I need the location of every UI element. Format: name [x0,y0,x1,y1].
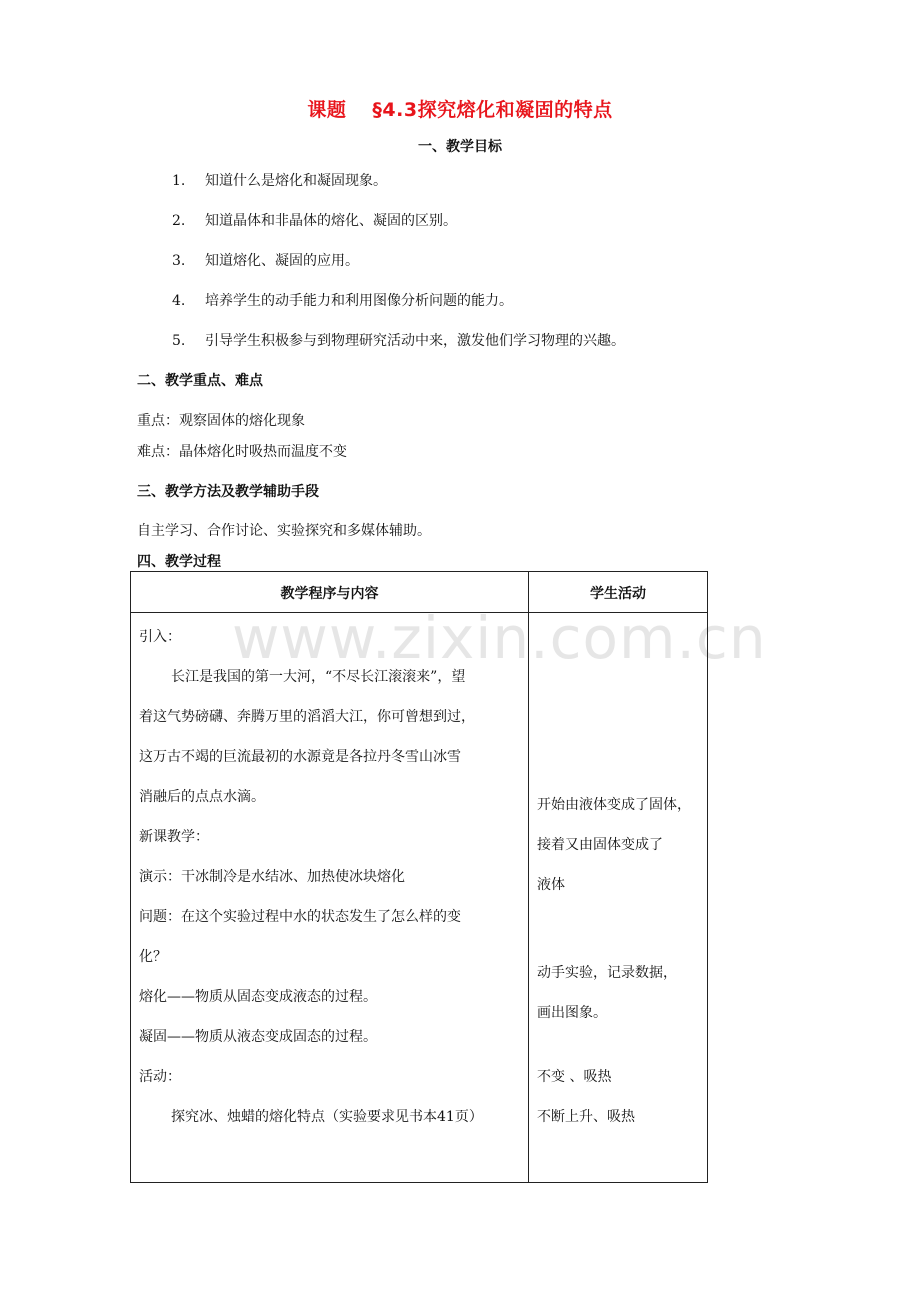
title-prefix: 课题 [307,99,347,121]
left-line-explore: 探究冰、烛蜡的熔化特点（实验要求见书本41页） [171,1109,483,1125]
objective-1 [172,170,387,190]
objective-3-text: 知道熔化、凝固的应用。 [205,253,359,269]
difficult-point: 难点：晶体熔化时吸热而温度不变 [137,444,347,460]
left-line-new-lesson: 新课教学： [139,829,209,845]
right-line-3: 液体 [537,877,565,893]
key-point: 重点：观察固体的熔化现象 [137,413,305,429]
objective-3-num: 3. [172,253,186,269]
right-line-7: 不断上升、吸热 [537,1109,635,1125]
section4-heading: 四、教学过程 [137,554,221,570]
page-title [0,95,920,122]
objective-5-text: 引导学生积极参与到物理研究活动中来，激发他们学习物理的兴趣。 [205,333,625,349]
objective-2-text: 知道晶体和非晶体的熔化、凝固的区别。 [205,213,457,229]
objective-4 [172,290,513,310]
right-line-4: 动手实验，记录数据， [537,965,677,981]
left-line-2: 长江是我国的第一大河，“不尽长江滚滚来”，望 [171,669,466,685]
objective-2 [172,210,457,230]
objective-5 [172,330,625,350]
objective-4-text: 培养学生的动手能力和利用图像分析问题的能力。 [205,293,513,309]
right-line-1: 开始由液体变成了固体， [537,797,691,813]
section2-heading: 二、教学重点、难点 [137,373,263,389]
right-line-6: 不变 、吸热 [537,1069,612,1085]
objective-4-num: 4. [172,293,186,309]
left-line-activity: 活动： [139,1069,181,1085]
right-line-5: 画出图象。 [537,1005,607,1021]
objective-3 [172,250,359,270]
table-header-divider [131,612,707,613]
left-line-demo: 演示：干冰制冷是水结冰、加热使冰块熔化 [139,869,405,885]
objective-1-text: 知道什么是熔化和凝固现象。 [205,173,387,189]
process-table [130,571,708,1183]
section3-heading: 三、教学方法及教学辅助手段 [137,484,319,500]
objective-1-num: 1. [172,173,186,189]
left-line-3: 着这气势磅礴、奔腾万里的滔滔大江，你可曾想到过， [139,709,475,725]
left-line-intro: 引入： [139,629,181,645]
table-column-divider [528,572,529,1182]
left-line-question-end: 化？ [139,949,167,965]
objective-2-num: 2. [172,213,186,229]
right-line-2: 接着又由固体变成了 [537,837,663,853]
table-header-content: 教学程序与内容 [280,586,379,602]
title-text: §4.3探究熔化和凝固的特点 [372,99,613,121]
left-line-question: 问题：在这个实验过程中水的状态发生了怎么样的变 [139,909,461,925]
left-line-solidification: 凝固——物质从液态变成固态的过程。 [139,1029,377,1045]
section3-text: 自主学习、合作讨论、实验探究和多媒体辅助。 [137,523,431,539]
left-line-melting: 熔化——物质从固态变成液态的过程。 [139,989,377,1005]
watermark: www.zixin.com.cn [232,604,767,672]
left-line-5: 消融后的点点水滴。 [139,789,265,805]
left-line-4: 这万古不竭的巨流最初的水源竟是各拉丹冬雪山冰雪 [139,749,461,765]
objective-5-num: 5. [172,333,186,349]
section1-heading: 一、教学目标 [418,139,502,155]
table-header-activity: 学生活动 [590,586,646,602]
